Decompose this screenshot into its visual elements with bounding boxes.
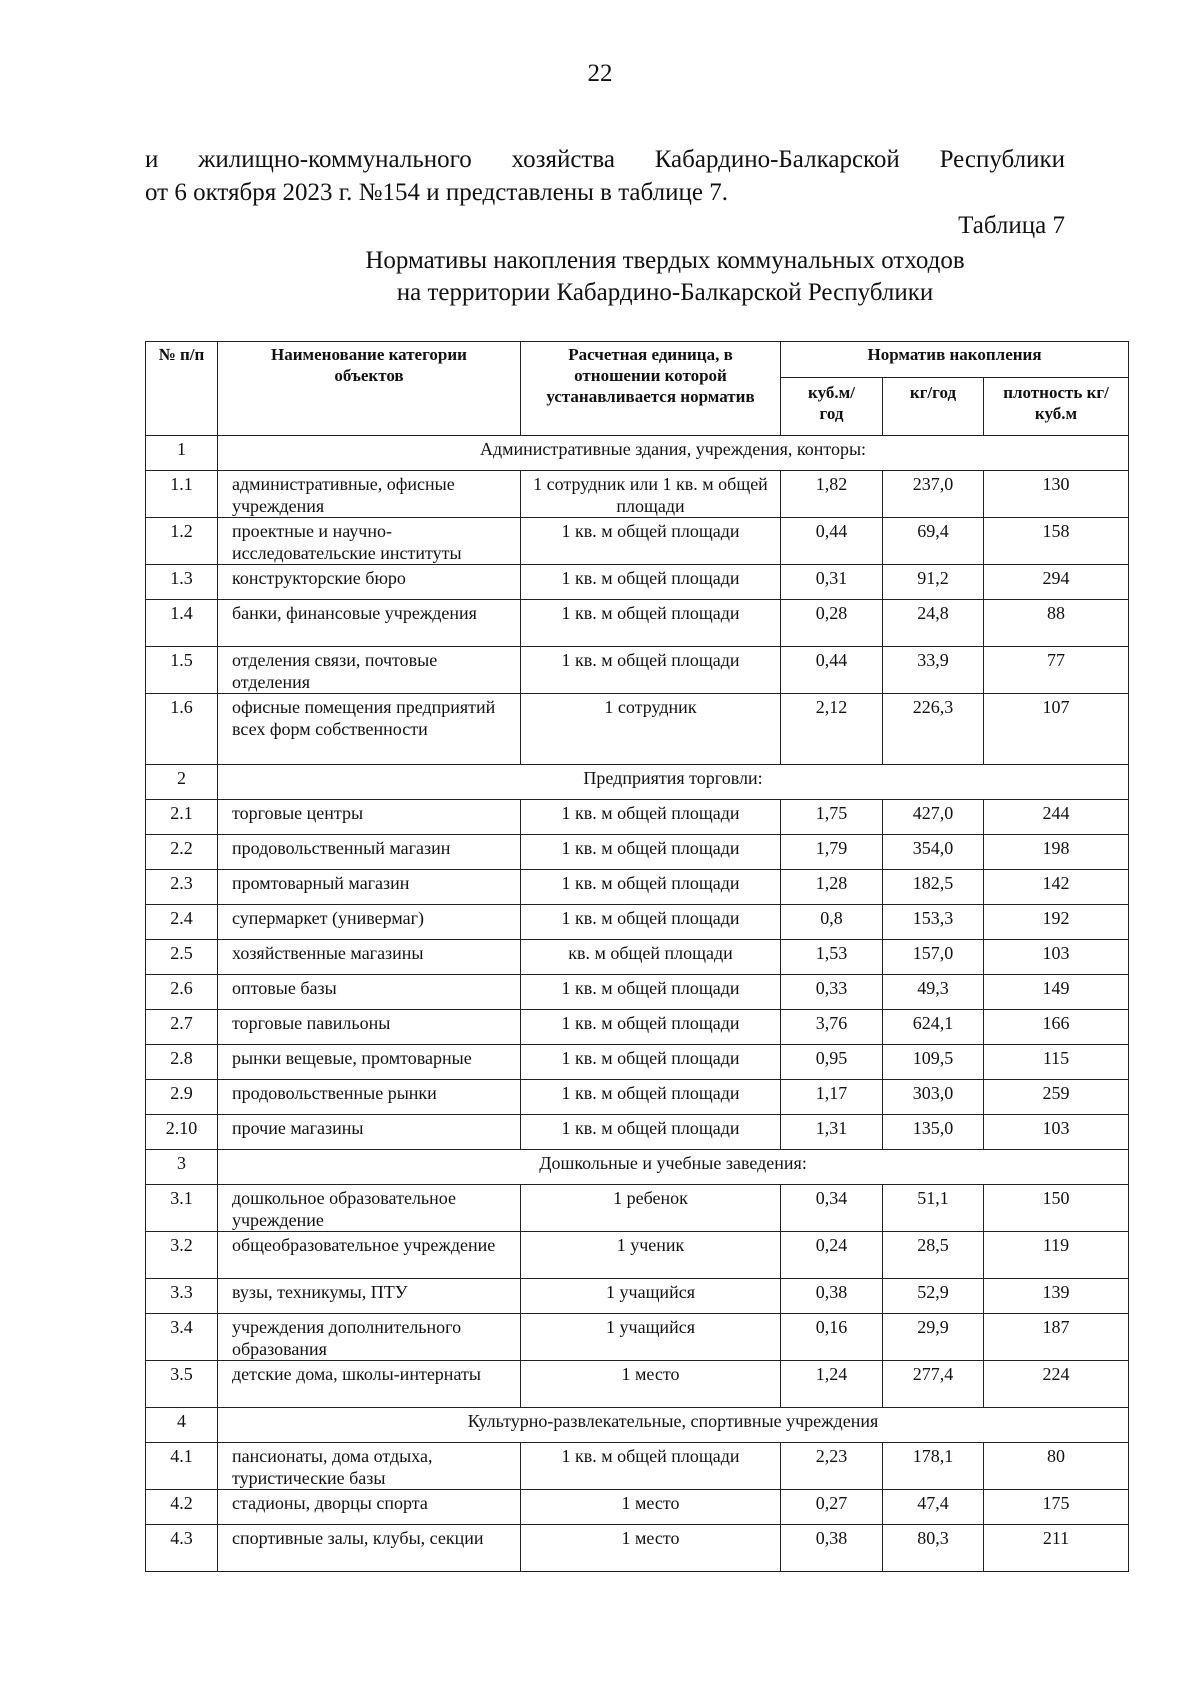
header-density: плотность кг/куб.м <box>984 378 1129 436</box>
cell-unit: 1 кв. м общей площади <box>521 870 781 905</box>
cell-kg: 28,5 <box>883 1232 984 1279</box>
cell-num: 2.4 <box>146 905 218 940</box>
table-row <box>146 1010 1129 1045</box>
cell-density: 198 <box>984 835 1129 870</box>
cell-name: общеобразовательное учреждение <box>218 1232 521 1279</box>
cell-name: дошкольное образовательное учреждение <box>218 1185 521 1232</box>
cell-kg: 109,5 <box>883 1045 984 1080</box>
cell-kg: 182,5 <box>883 870 984 905</box>
cell-unit: 1 кв. м общей площади <box>521 600 781 647</box>
cell-m3: 1,53 <box>781 940 883 975</box>
norms-table <box>145 341 1129 1572</box>
cell-unit: 1 кв. м общей площади <box>521 1115 781 1150</box>
cell-m3: 1,79 <box>781 835 883 870</box>
cell-kg: 237,0 <box>883 471 984 518</box>
cell-m3: 0,95 <box>781 1045 883 1080</box>
title-line: на территории Кабардино-Балкарской Республики <box>396 279 934 306</box>
cell-kg: 226,3 <box>883 694 984 765</box>
table-row <box>146 835 1129 870</box>
cell-unit: 1 кв. м общей площади <box>521 1080 781 1115</box>
cell-name: стадионы, дворцы спорта <box>218 1490 521 1525</box>
cell-m3: 0,34 <box>781 1185 883 1232</box>
section-row <box>146 765 1129 800</box>
cell-m3: 0,38 <box>781 1525 883 1572</box>
cell-density: 211 <box>984 1525 1129 1572</box>
cell-kg: 69,4 <box>883 518 984 565</box>
cell-num: 2.3 <box>146 870 218 905</box>
cell-name: оптовые базы <box>218 975 521 1010</box>
table-row <box>146 600 1129 647</box>
intro-line: от 6 октября 2023 г. №154 и представлены в таблице 7. <box>145 179 728 206</box>
cell-name: учреждения дополнительного образования <box>218 1314 521 1361</box>
cell-density: 103 <box>984 940 1129 975</box>
cell-density: 149 <box>984 975 1129 1010</box>
intro-line: и жилищно-коммунального хозяйства Кабардино-Балкарской Республики <box>145 146 1065 173</box>
cell-density: 88 <box>984 600 1129 647</box>
table-row <box>146 1443 1129 1490</box>
cell-num: 1.4 <box>146 600 218 647</box>
cell-name: рынки вещевые, промтоварные <box>218 1045 521 1080</box>
cell-num: 4.3 <box>146 1525 218 1572</box>
cell-density: 259 <box>984 1080 1129 1115</box>
cell-m3: 1,28 <box>781 870 883 905</box>
cell-unit: 1 кв. м общей площади <box>521 565 781 600</box>
cell-m3: 0,33 <box>781 975 883 1010</box>
cell-m3: 3,76 <box>781 1010 883 1045</box>
title-line: Нормативы накопления твердых коммунальных отходов <box>365 247 965 274</box>
cell-m3: 2,23 <box>781 1443 883 1490</box>
cell-name: Административные здания, учреждения, конторы: <box>218 436 1129 471</box>
cell-unit: 1 кв. м общей площади <box>521 518 781 565</box>
cell-num: 4.1 <box>146 1443 218 1490</box>
cell-name: офисные помещения предприятий всех форм собственности <box>218 694 521 765</box>
cell-m3: 0,16 <box>781 1314 883 1361</box>
cell-name: спортивные залы, клубы, секции <box>218 1525 521 1572</box>
cell-kg: 624,1 <box>883 1010 984 1045</box>
table-row <box>146 800 1129 835</box>
cell-num: 3.2 <box>146 1232 218 1279</box>
cell-density: 103 <box>984 1115 1129 1150</box>
header-num: № п/п <box>146 342 218 436</box>
cell-num: 1.3 <box>146 565 218 600</box>
cell-name: Культурно-развлекательные, спортивные учреждения <box>218 1408 1129 1443</box>
cell-m3: 0,44 <box>781 518 883 565</box>
cell-density: 294 <box>984 565 1129 600</box>
cell-num: 2.8 <box>146 1045 218 1080</box>
cell-name: прочие магазины <box>218 1115 521 1150</box>
table-row <box>146 1361 1129 1408</box>
table-row <box>146 694 1129 765</box>
cell-name: супермаркет (универмаг) <box>218 905 521 940</box>
cell-kg: 427,0 <box>883 800 984 835</box>
cell-m3: 0,38 <box>781 1279 883 1314</box>
cell-m3: 1,82 <box>781 471 883 518</box>
cell-num: 2.6 <box>146 975 218 1010</box>
cell-kg: 354,0 <box>883 835 984 870</box>
cell-m3: 0,27 <box>781 1490 883 1525</box>
table-body <box>146 436 1129 1572</box>
cell-m3: 1,31 <box>781 1115 883 1150</box>
cell-name: детские дома, школы-интернаты <box>218 1361 521 1408</box>
cell-num: 2.9 <box>146 1080 218 1115</box>
cell-name: банки, финансовые учреждения <box>218 600 521 647</box>
cell-unit: 1 кв. м общей площади <box>521 835 781 870</box>
cell-unit: 1 место <box>521 1525 781 1572</box>
cell-density: 192 <box>984 905 1129 940</box>
cell-kg: 157,0 <box>883 940 984 975</box>
cell-name: продовольственные рынки <box>218 1080 521 1115</box>
table-row <box>146 1232 1129 1279</box>
table-title <box>0 245 1200 309</box>
table-row <box>146 1490 1129 1525</box>
cell-num: 1.2 <box>146 518 218 565</box>
cell-kg: 29,9 <box>883 1314 984 1361</box>
cell-kg: 277,4 <box>883 1361 984 1408</box>
cell-density: 187 <box>984 1314 1129 1361</box>
cell-name: пансионаты, дома отдыха, туристические базы <box>218 1443 521 1490</box>
cell-num: 2 <box>146 765 218 800</box>
cell-density: 115 <box>984 1045 1129 1080</box>
table-row <box>146 1080 1129 1115</box>
cell-kg: 33,9 <box>883 647 984 694</box>
cell-kg: 47,4 <box>883 1490 984 1525</box>
cell-num: 2.2 <box>146 835 218 870</box>
table-row <box>146 1279 1129 1314</box>
table-row <box>146 565 1129 600</box>
cell-num: 1.1 <box>146 471 218 518</box>
cell-unit: 1 учащийся <box>521 1279 781 1314</box>
cell-num: 4.2 <box>146 1490 218 1525</box>
table-row <box>146 975 1129 1010</box>
cell-m3: 0,44 <box>781 647 883 694</box>
cell-name: административные, офисные учреждения <box>218 471 521 518</box>
section-row <box>146 436 1129 471</box>
cell-kg: 178,1 <box>883 1443 984 1490</box>
cell-unit: 1 кв. м общей площади <box>521 905 781 940</box>
cell-name: проектные и научно-исследовательские институты <box>218 518 521 565</box>
header-norm: Норматив накопления <box>781 342 1129 378</box>
table-row <box>146 905 1129 940</box>
cell-name: Предприятия торговли: <box>218 765 1129 800</box>
cell-density: 77 <box>984 647 1129 694</box>
cell-unit: 1 кв. м общей площади <box>521 1045 781 1080</box>
cell-kg: 52,9 <box>883 1279 984 1314</box>
cell-num: 2.7 <box>146 1010 218 1045</box>
cell-kg: 153,3 <box>883 905 984 940</box>
cell-num: 1.5 <box>146 647 218 694</box>
cell-unit: 1 кв. м общей площади <box>521 975 781 1010</box>
cell-unit: 1 кв. м общей площади <box>521 800 781 835</box>
table-row <box>146 1115 1129 1150</box>
cell-m3: 1,75 <box>781 800 883 835</box>
cell-density: 80 <box>984 1443 1129 1490</box>
cell-unit: 1 сотрудник <box>521 694 781 765</box>
cell-unit: 1 место <box>521 1490 781 1525</box>
cell-num: 3.4 <box>146 1314 218 1361</box>
table-row <box>146 1314 1129 1361</box>
cell-kg: 135,0 <box>883 1115 984 1150</box>
cell-kg: 24,8 <box>883 600 984 647</box>
header-m3: куб.м/ год <box>781 378 883 436</box>
cell-unit: 1 кв. м общей площади <box>521 1443 781 1490</box>
cell-density: 119 <box>984 1232 1129 1279</box>
cell-density: 175 <box>984 1490 1129 1525</box>
cell-density: 224 <box>984 1361 1129 1408</box>
cell-m3: 0,8 <box>781 905 883 940</box>
cell-unit: 1 кв. м общей площади <box>521 647 781 694</box>
table-row <box>146 1525 1129 1572</box>
table-row <box>146 1045 1129 1080</box>
cell-density: 150 <box>984 1185 1129 1232</box>
cell-unit: 1 ученик <box>521 1232 781 1279</box>
header-name: Наименование категории объектов <box>218 342 521 436</box>
cell-density: 244 <box>984 800 1129 835</box>
table-row <box>146 940 1129 975</box>
cell-density: 130 <box>984 471 1129 518</box>
page-number: 22 <box>587 60 613 87</box>
intro-paragraph <box>145 143 1065 209</box>
cell-num: 4 <box>146 1408 218 1443</box>
cell-num: 1 <box>146 436 218 471</box>
cell-density: 158 <box>984 518 1129 565</box>
cell-unit: 1 учащийся <box>521 1314 781 1361</box>
table-row <box>146 1185 1129 1232</box>
cell-name: вузы, техникумы, ПТУ <box>218 1279 521 1314</box>
cell-name: отделения связи, почтовые отделения <box>218 647 521 694</box>
cell-kg: 49,3 <box>883 975 984 1010</box>
section-row <box>146 1408 1129 1443</box>
cell-name: хозяйственные магазины <box>218 940 521 975</box>
cell-m3: 0,28 <box>781 600 883 647</box>
cell-num: 3.3 <box>146 1279 218 1314</box>
cell-num: 3.5 <box>146 1361 218 1408</box>
cell-unit: 1 ребенок <box>521 1185 781 1232</box>
cell-density: 142 <box>984 870 1129 905</box>
header-kg: кг/год <box>883 378 984 436</box>
cell-num: 2.10 <box>146 1115 218 1150</box>
cell-name: промтоварный магазин <box>218 870 521 905</box>
table-label: Таблица 7 <box>958 212 1065 239</box>
table-row <box>146 471 1129 518</box>
cell-num: 2.5 <box>146 940 218 975</box>
table-row <box>146 518 1129 565</box>
cell-kg: 91,2 <box>883 565 984 600</box>
cell-m3: 0,24 <box>781 1232 883 1279</box>
cell-unit: 1 сотрудник или 1 кв. м общей площади <box>521 471 781 518</box>
cell-m3: 0,31 <box>781 565 883 600</box>
table-row <box>146 647 1129 694</box>
cell-name: продовольственный магазин <box>218 835 521 870</box>
cell-kg: 303,0 <box>883 1080 984 1115</box>
cell-density: 166 <box>984 1010 1129 1045</box>
table-row <box>146 870 1129 905</box>
cell-num: 2.1 <box>146 800 218 835</box>
cell-unit: 1 кв. м общей площади <box>521 1010 781 1045</box>
cell-kg: 80,3 <box>883 1525 984 1572</box>
header-unit: Расчетная единица, в отношении которой устанавливается норматив <box>521 342 781 436</box>
cell-name: торговые центры <box>218 800 521 835</box>
cell-num: 3.1 <box>146 1185 218 1232</box>
cell-num: 1.6 <box>146 694 218 765</box>
cell-density: 107 <box>984 694 1129 765</box>
cell-kg: 51,1 <box>883 1185 984 1232</box>
section-row <box>146 1150 1129 1185</box>
cell-num: 3 <box>146 1150 218 1185</box>
cell-density: 139 <box>984 1279 1129 1314</box>
cell-name: конструкторские бюро <box>218 565 521 600</box>
cell-m3: 2,12 <box>781 694 883 765</box>
cell-name: торговые павильоны <box>218 1010 521 1045</box>
cell-unit: 1 место <box>521 1361 781 1408</box>
cell-m3: 1,17 <box>781 1080 883 1115</box>
cell-unit: кв. м общей площади <box>521 940 781 975</box>
cell-m3: 1,24 <box>781 1361 883 1408</box>
cell-name: Дошкольные и учебные заведения: <box>218 1150 1129 1185</box>
